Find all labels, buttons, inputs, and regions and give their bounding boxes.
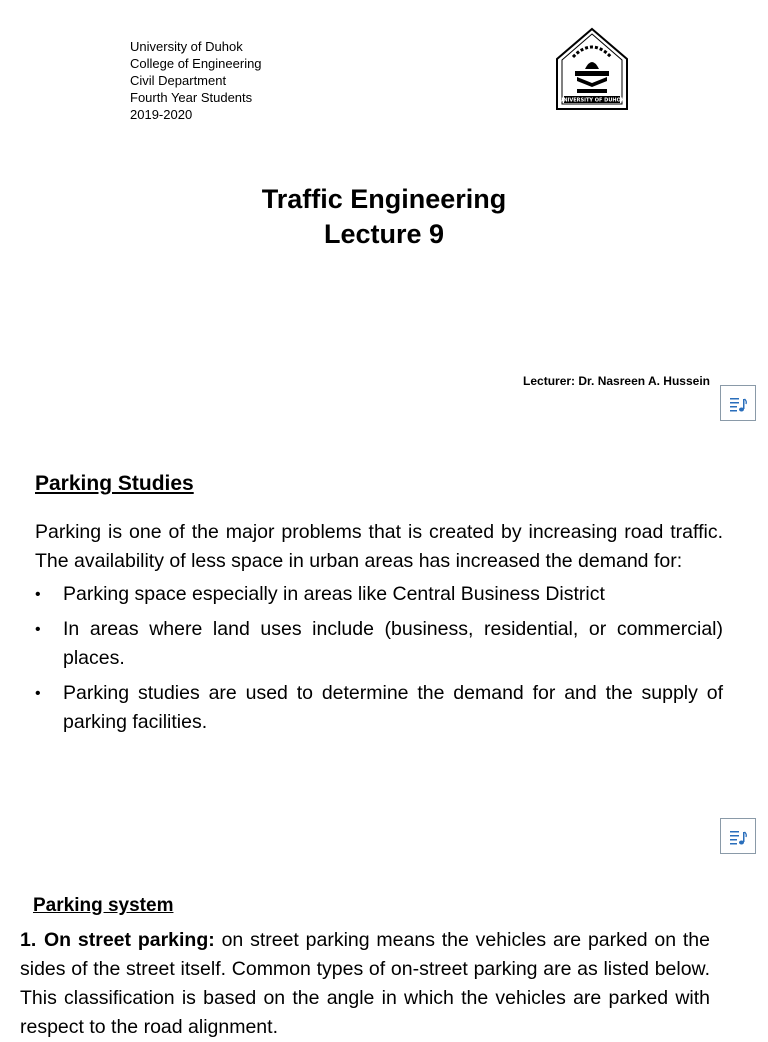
audio-note-icon [729,827,749,847]
section-heading-parking-studies: Parking Studies [35,472,194,495]
audio-note-icon [729,394,749,414]
item-text: on street parking means the vehicles are parked on the sides of the street itself. Common types of on-street parking are as listed below. This classification is based on the angle in which the vehicles are parked with respect to the road alignment. [20,929,710,1038]
item-lead: On street parking: [44,929,215,951]
institution-info [130,38,262,123]
list-item [35,580,723,609]
item-number: 1. [20,929,37,951]
list-item-text: Parking studies are used to determine the demand for and the supply of parking facilities. [63,682,723,733]
parking-studies-body [35,518,723,743]
list-item [35,615,723,673]
numbered-item-on-street-parking [20,926,710,1042]
lecture-number: Lecture 9 [323,219,445,249]
university-name: University of Duhok [130,39,243,54]
student-year: Fourth Year Students [130,90,253,105]
university-seal-icon [555,27,629,111]
list-item [35,679,723,737]
list-item-text: In areas where land uses include (business, residential, or commercial) places. [63,618,723,669]
bullet-icon: • [35,685,41,702]
academic-year: 2019-2020 [130,107,193,122]
lecturer-name: Lecturer: Dr. Nasreen A. Hussein [523,374,710,388]
audio-button[interactable] [720,385,756,421]
intro-paragraph: Parking is one of the major problems that is created by increasing road traffic. The availability of less space in urban areas has increased the demand for: [35,521,723,572]
department-name: Civil Department [130,73,227,88]
bullet-list [35,580,723,737]
document-title [0,182,768,252]
list-item-text: Parking space especially in areas like Central Business District [63,583,605,605]
bullet-icon: • [35,621,41,638]
section-heading-parking-system: Parking system [33,895,174,916]
seal-text: UNIVERSITY OF DUHOK [559,97,625,104]
course-title: Traffic Engineering [261,184,507,214]
bullet-icon: • [35,586,41,603]
college-name: College of Engineering [130,56,262,71]
audio-button[interactable] [720,818,756,854]
